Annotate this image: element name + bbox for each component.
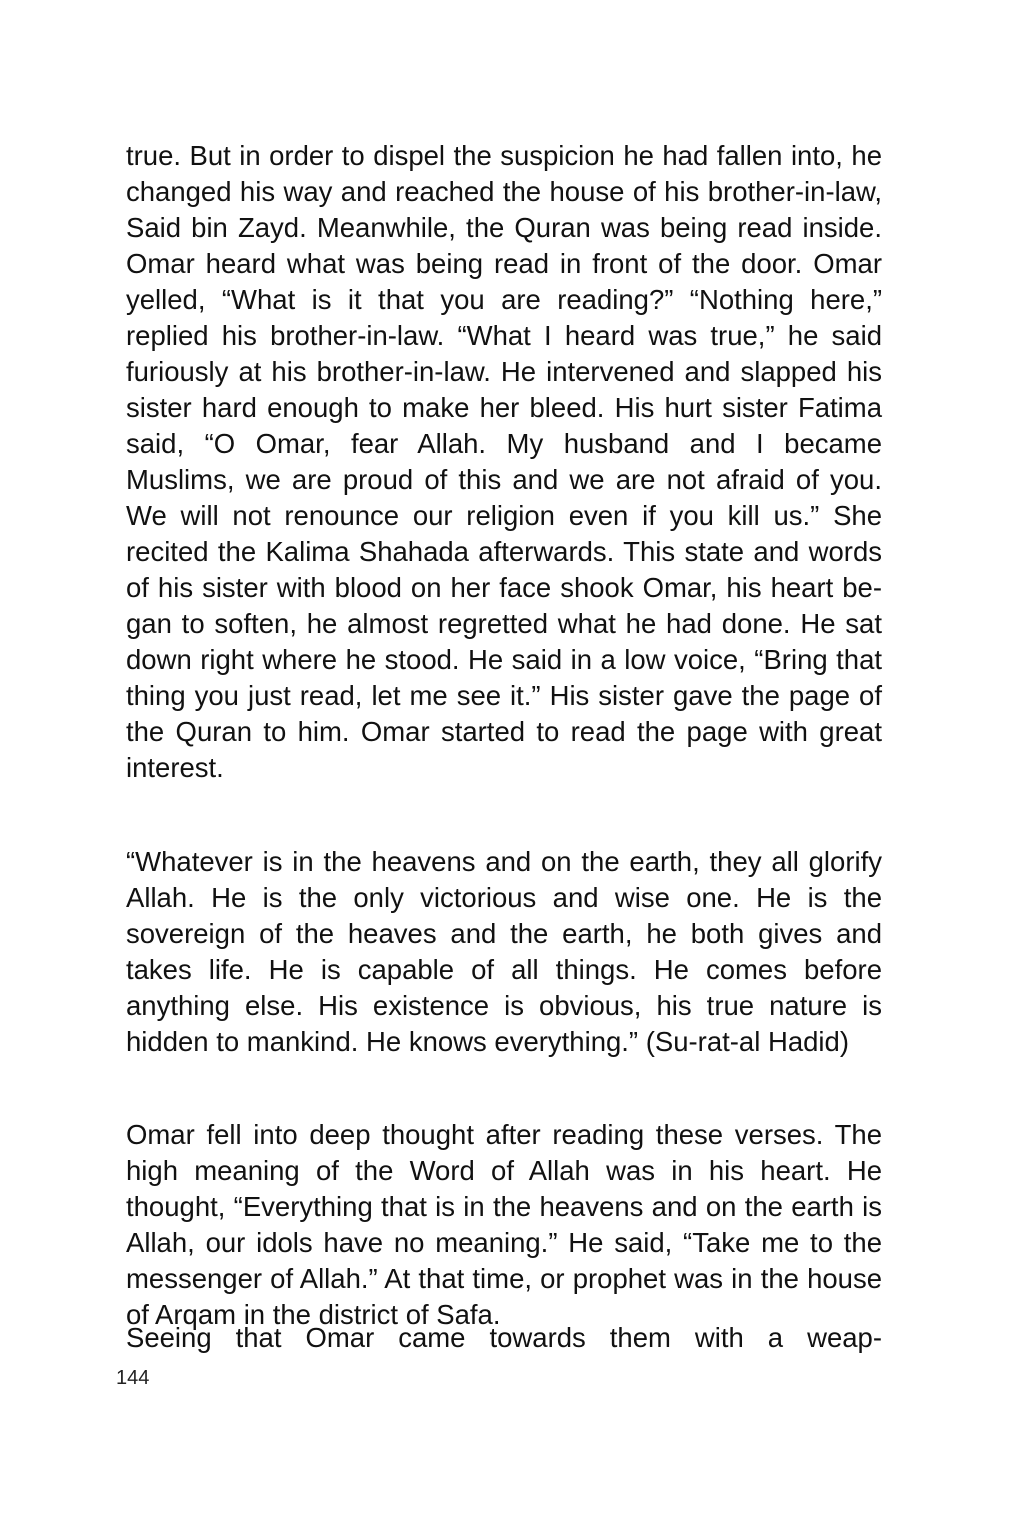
paragraph-quran-quote: “Whatever is in the heavens and on the earth, they all glorify Allah. He is the only victorious and wise one. He is the sovereign of the heaves and the earth, he both gives and takes life. He is capable of all things. He comes before anything else. His existence is obvious, his true nature is hidden to mankind. He knows everything.” (Su-rat-al Hadid) <box>126 846 882 1057</box>
page-number: 144 <box>116 1367 150 1389</box>
paragraph-omar-reflection: Omar fell into deep thought after reading these verses. The high meaning of the Word of Allah was in his heart. He thought, “Everything that is in the heavens and on the earth is Allah, our idols have no meaning.” He said, “Take me to the messenger of Allah.” At that time, or prophet was in the house of Arqam in the district of Safa. <box>126 1119 882 1330</box>
paragraph-continuation-fragment: Seeing that Omar came towards them with a weap- <box>126 1322 882 1353</box>
paragraph-story-continuation: true. But in order to dispel the suspicion he had fallen into, he changed his way and reached the house of his brother-in-law, Said bin Zayd. Meanwhile, the Quran was being read inside. Omar heard what was being read in front of the door. Omar yelled, “What is it that you are reading?” “Nothing here,” replied his brother-in-law. “What I heard was true,” he said furiously at his brother-in-law. He intervened and slapped his sister hard enough to make her bleed. His hurt sister Fatima said, “O Omar, fear Allah. My husband and I became Muslims, we are proud of this and we are not afraid of you. We will not renounce our religion even if you kill us.” She recited the Kalima Shahada afterwards. This state and words of his sister with blood on her face shook Omar, his heart be-gan to soften, he almost regretted what he had done. He sat down right where he stood. He said in a low voice, “Bring that thing you just read, let me see it.” His sister gave the page of the Quran to him. Omar started to read the page with great interest. <box>126 140 882 783</box>
